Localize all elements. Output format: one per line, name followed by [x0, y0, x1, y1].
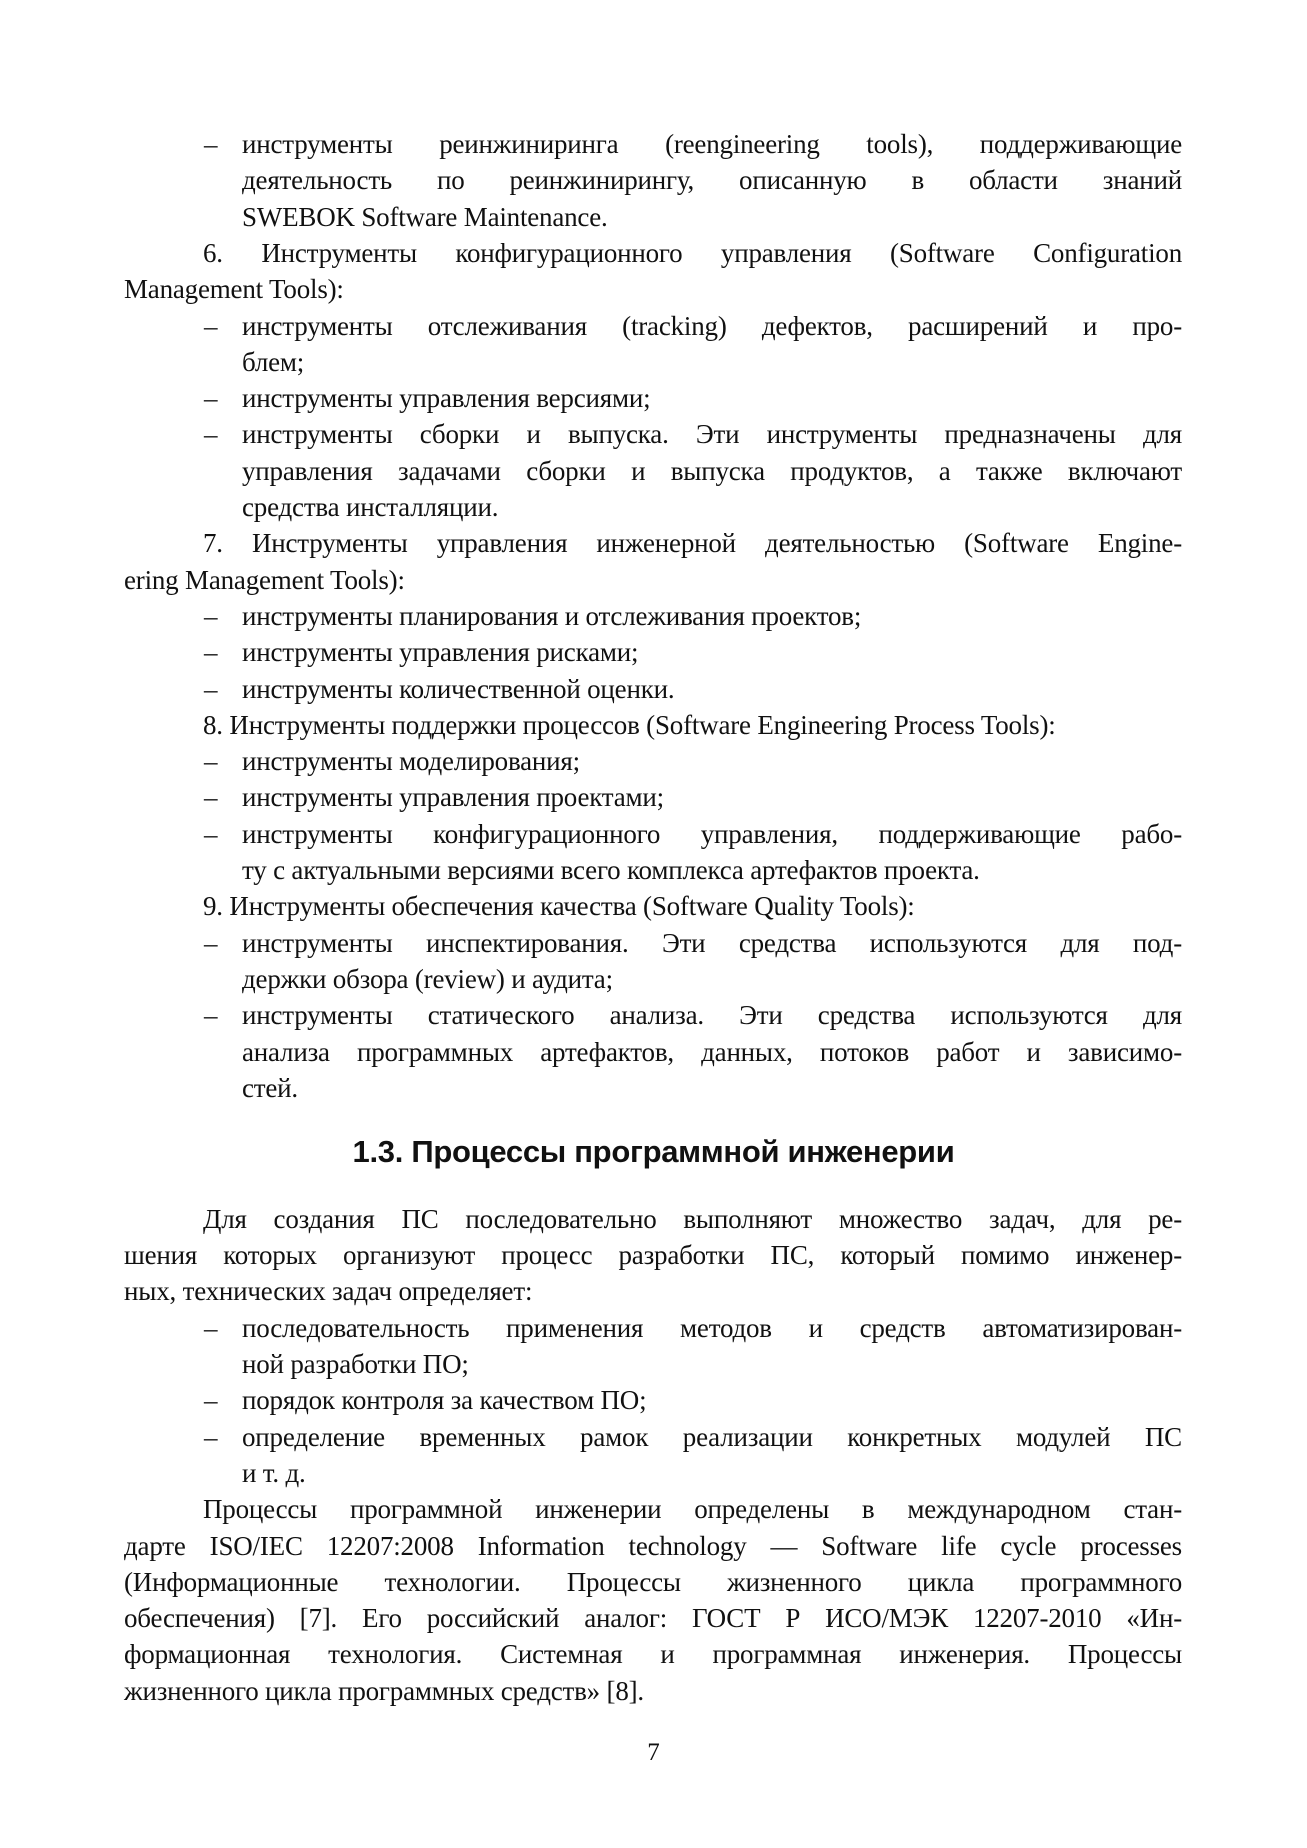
- paragraph-line: Management Tools):: [124, 274, 344, 305]
- bullet-dash: –: [204, 1385, 218, 1416]
- bullet-dash: –: [204, 927, 218, 958]
- list-item-line: деятельность по реинжинирингу, описанную в области знаний: [242, 165, 1182, 196]
- list-item-line: инструменты отслеживания (tracking) дефектов, расширений и про-: [242, 310, 1182, 341]
- list-item-line: и т. д.: [242, 1457, 306, 1488]
- paragraph-line: (Информационные технологии. Процессы жизненного цикла программного: [124, 1566, 1182, 1597]
- list-item-line: стей.: [242, 1072, 298, 1103]
- paragraph-line: 9. Инструменты обеспечения качества (Software Quality Tools):: [203, 891, 915, 922]
- list-item-line: порядок контроля за качеством ПО;: [242, 1385, 647, 1416]
- section-heading: 1.3. Процессы программной инженерии: [352, 1134, 955, 1170]
- paragraph-line: жизненного цикла программных средств» [8].: [124, 1675, 644, 1706]
- list-item-line: инструменты управления проектами;: [242, 782, 664, 813]
- list-item-line: определение временных рамок реализации конкретных модулей ПС: [242, 1421, 1182, 1452]
- paragraph-line: 6. Инструменты конфигурационного управления (Software Configuration: [203, 237, 1182, 268]
- list-item-line: инструменты конфигурационного управления, поддерживающие рабо-: [242, 818, 1182, 849]
- paragraph-line: шения которых организуют процесс разработки ПС, который помимо инженер-: [124, 1240, 1182, 1271]
- bullet-dash: –: [204, 310, 218, 341]
- list-item-line: инструменты управления версиями;: [242, 383, 651, 414]
- list-item-line: инструменты количественной оценки.: [242, 673, 675, 704]
- bullet-dash: –: [204, 1421, 218, 1452]
- bullet-dash: –: [204, 1312, 218, 1343]
- list-item-line: инструменты реинжиниринга (reengineering tools), поддерживающие: [242, 129, 1182, 159]
- paragraph-line: Процессы программной инженерии определены в международном стан-: [203, 1494, 1182, 1525]
- list-item-line: инструменты моделирования;: [242, 746, 580, 777]
- paragraph-line: ering Management Tools):: [124, 564, 405, 595]
- bullet-dash: –: [204, 600, 218, 631]
- bullet-dash: –: [204, 1000, 218, 1031]
- list-item-line: блем;: [242, 346, 305, 377]
- list-item-line: инструменты планирования и отслеживания проектов;: [242, 600, 862, 631]
- list-item-line: инструменты сборки и выпуска. Эти инструменты предназначены для: [242, 419, 1182, 450]
- list-item-line: последовательность применения методов и средств автоматизирован-: [242, 1312, 1182, 1343]
- list-item-line: средства инсталляции.: [242, 492, 499, 522]
- list-item-line: инструменты статического анализа. Эти средства используются для: [242, 1000, 1182, 1031]
- bullet-dash: –: [204, 782, 218, 813]
- bullet-dash: –: [204, 818, 218, 849]
- paragraph-line: дарте ISO/IEC 12207:2008 Information technology — Software life cycle processes: [124, 1530, 1182, 1561]
- paragraph-line: 8. Инструменты поддержки процессов (Software Engineering Process Tools):: [203, 709, 1056, 740]
- page-number: 7: [647, 1739, 660, 1766]
- bullet-dash: –: [204, 383, 218, 414]
- list-item-line: инструменты инспектирования. Эти средства используются для под-: [242, 927, 1182, 958]
- list-item-line: держки обзора (review) и аудита;: [242, 963, 613, 994]
- paragraph-line: формационная технология. Системная и программная инженерия. Процессы: [124, 1639, 1182, 1670]
- list-item-line: управления задачами сборки и выпуска продуктов, а также включают: [242, 455, 1182, 486]
- paragraph-line: 7. Инструменты управления инженерной деятельностью (Software Engine-: [203, 528, 1182, 559]
- bullet-dash: –: [204, 637, 218, 668]
- paragraph-line: Для создания ПС последовательно выполняют множество задач, для ре-: [203, 1203, 1182, 1234]
- bullet-dash: –: [204, 746, 218, 777]
- list-item-line: анализа программных артефактов, данных, потоков работ и зависимо-: [242, 1036, 1182, 1067]
- list-item-line: ту с актуальными версиями всего комплекса артефактов проекта.: [242, 855, 980, 885]
- bullet-dash: –: [204, 129, 218, 159]
- list-item-line: SWEBOK Software Maintenance.: [242, 201, 608, 232]
- bullet-dash: –: [204, 419, 218, 450]
- paragraph-line: обеспечения) [7]. Его российский аналог: ГОСТ Р ИСО/МЭК 12207-2010 «Ин-: [124, 1603, 1182, 1634]
- paragraph-line: ных, технических задач определяет:: [124, 1276, 533, 1307]
- bullet-dash: –: [204, 673, 218, 704]
- list-item-line: ной разработки ПО;: [242, 1349, 469, 1379]
- list-item-line: инструменты управления рисками;: [242, 637, 639, 668]
